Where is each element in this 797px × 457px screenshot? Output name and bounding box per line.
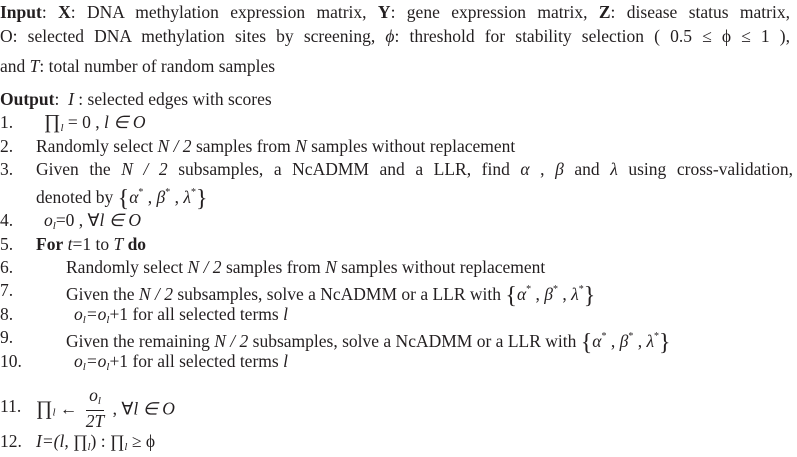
step-expr: ≥ ϕ — [127, 431, 156, 451]
output-label: Output — [0, 89, 55, 109]
step-text: Given the remaining — [66, 331, 215, 351]
l-symbol: l — [283, 351, 288, 371]
step-number: 1. — [0, 112, 14, 132]
y-label: Y — [377, 2, 391, 22]
step-text: samples without replacement — [336, 257, 546, 277]
o-desc: O: selected DNA methylation sites by screening, — [0, 26, 386, 46]
step-text: subsamples, solve a NcADMM or a LLR with — [172, 284, 506, 304]
x-label: X — [58, 2, 71, 22]
step-number: 2. — [0, 136, 14, 156]
t-upper: T — [113, 234, 124, 254]
input-line-2 — [0, 26, 790, 46]
step-text: Given the — [36, 159, 122, 179]
step-expr: =(l, ∏ — [41, 431, 88, 451]
arrow: ← — [55, 398, 82, 419]
t-prefix: and — [0, 56, 30, 76]
input-label: Input — [0, 2, 42, 22]
do-keyword: do — [127, 234, 147, 254]
step-tail: l ∈ O — [133, 398, 175, 419]
step-text: Randomly select — [36, 136, 158, 156]
step-expr: ) : ∏ — [90, 431, 125, 451]
step-text: Given the — [66, 284, 139, 304]
step-expr: =o — [85, 304, 107, 324]
product-symbol: ∏ — [44, 111, 61, 133]
t-symbol: t — [67, 234, 73, 254]
step-text: =1 to — [72, 234, 114, 254]
beta-symbol: β — [555, 159, 564, 179]
step-expr: =0 , ∀ — [55, 210, 100, 230]
frac-denominator: 2T — [85, 411, 105, 431]
step-text: for all selected terms — [128, 351, 284, 371]
product-symbol: ∏ — [36, 397, 53, 420]
step-number: 7. — [0, 280, 14, 300]
step-number: 11. — [0, 396, 22, 416]
output-line: Output: I : selected edges with scores — [0, 89, 272, 109]
y-desc: : gene expression matrix, — [390, 2, 599, 22]
step-text: samples without replacement — [306, 136, 516, 156]
n-symbol: N — [295, 136, 307, 156]
t-label: T — [29, 56, 40, 76]
and-text: and — [563, 159, 611, 179]
z-label: Z — [598, 2, 611, 22]
step-text: samples from — [221, 257, 326, 277]
phi-desc: : threshold for stability selection — [394, 26, 655, 46]
i-desc: : selected edges with scores — [73, 89, 272, 109]
step-text: for all selected terms — [128, 304, 284, 324]
step-expr: , ∀ — [108, 398, 134, 419]
t-desc: : total number of random samples — [39, 56, 276, 76]
z-desc: : disease status matrix, — [610, 2, 790, 22]
x-desc: : DNA methylation expression matrix, — [70, 2, 378, 22]
step-number: 3. — [0, 159, 14, 179]
step-number: 4. — [0, 210, 14, 230]
lambda-symbol: λ — [610, 159, 618, 179]
step-text: samples from — [191, 136, 296, 156]
step-number: 6. — [0, 257, 14, 277]
i-symbol: I — [36, 431, 42, 451]
i-label: I — [68, 89, 74, 109]
step-text: using cross-validation, — [617, 159, 793, 179]
input-line-1: Input: X: DNA methylation expression matrix, Y: gene expression matrix, Z: disease status matrix, — [0, 2, 790, 22]
frac-numerator: o — [89, 385, 98, 405]
step-number: 5. — [0, 234, 14, 254]
n-half: N / 2 — [121, 159, 168, 179]
step-text: denoted by — [36, 187, 118, 207]
n-half: N / 2 — [157, 136, 192, 156]
plus-one: +1 — [109, 351, 129, 371]
step-text: subsamples, a NcADMM and a LLR, find — [167, 159, 521, 179]
sep: , — [529, 159, 556, 179]
step-tail: l ∈ O — [104, 112, 146, 132]
step-expr: =o — [85, 351, 107, 371]
step-number: 12. — [0, 431, 22, 451]
alpha-symbol: α — [520, 159, 530, 179]
phi-range: ( 0.5 ≤ ϕ ≤ 1 ), — [654, 26, 791, 46]
step-text: Randomly select — [66, 257, 188, 277]
step-expr: = 0 , — [63, 112, 105, 132]
step-number: 9. — [0, 327, 14, 347]
step-number: 8. — [0, 304, 14, 324]
n-symbol: N — [325, 257, 337, 277]
step-number: 10. — [0, 351, 22, 371]
for-keyword: For — [36, 234, 64, 254]
input-line-3 — [0, 56, 275, 76]
o-symbol: o — [44, 210, 53, 230]
n-half: N / 2 — [214, 331, 249, 351]
step-text: subsamples, solve a NcADMM or a LLR with — [248, 331, 581, 351]
step-tail: l ∈ O — [99, 210, 142, 230]
l-symbol: l — [283, 304, 288, 324]
n-half: N / 2 — [138, 284, 173, 304]
phi-symbol: ϕ — [385, 26, 395, 46]
n-half: N / 2 — [187, 257, 222, 277]
fraction: $\frac{o_l}{2T}$ — [85, 385, 105, 431]
plus-one: +1 — [109, 304, 129, 324]
